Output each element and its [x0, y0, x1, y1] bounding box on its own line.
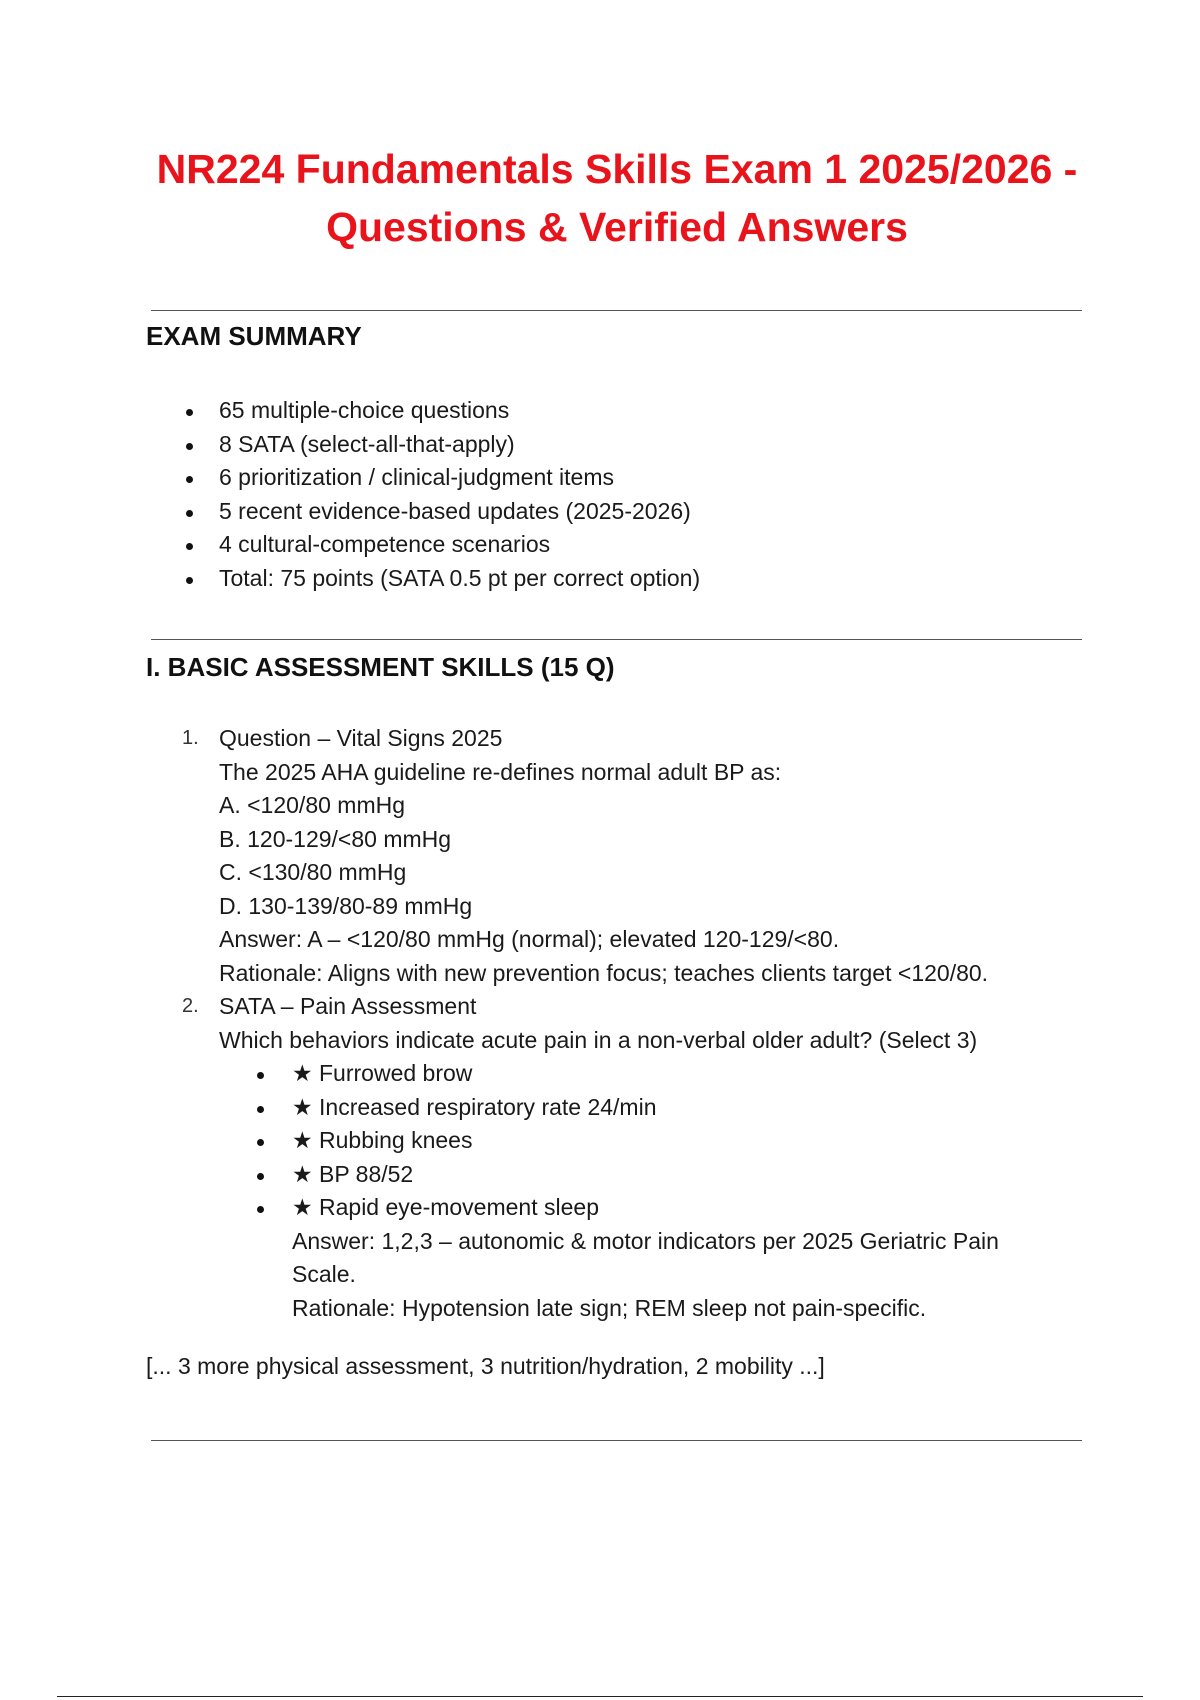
- summary-item-text: 65 multiple-choice questions: [219, 397, 510, 423]
- summary-item: [146, 495, 700, 529]
- bullet-icon: [186, 443, 193, 450]
- answer-option: D. 130-139/80-89 mmHg: [219, 892, 473, 919]
- summary-item: [146, 528, 700, 562]
- divider: [151, 639, 1082, 640]
- question-list: [146, 722, 1146, 1325]
- bullet-icon: [257, 1072, 264, 1079]
- question-title: SATA – Pain Assessment: [219, 993, 477, 1019]
- summary-item-text: 8 SATA (select-all-that-apply): [219, 430, 515, 457]
- summary-item: [146, 562, 700, 596]
- sata-option: [219, 1191, 1146, 1225]
- answer-text: Answer: 1,2,3 – autonomic & motor indicators per 2025 Geriatric Pain Scale.: [292, 1227, 999, 1287]
- bullet-icon: [186, 476, 193, 483]
- bullet-icon: [186, 577, 193, 584]
- sata-option-text: ★ BP 88/52: [292, 1160, 414, 1187]
- answer-option: C. <130/80 mmHg: [219, 859, 407, 885]
- question-stem: The 2025 AHA guideline re-defines normal adult BP as:: [219, 758, 782, 785]
- answer-text: Answer: A – <120/80 mmHg (normal); elevated 120-129/<80.: [219, 926, 840, 952]
- summary-item: [146, 394, 700, 428]
- summary-item: [146, 461, 700, 495]
- page-title-line-2: Questions & Verified Answers: [326, 204, 908, 250]
- bullet-icon: [257, 1139, 264, 1146]
- sata-option-text: ★ Rubbing knees: [292, 1127, 473, 1153]
- bullet-icon: [257, 1173, 264, 1180]
- summary-item-text: Total: 75 points (SATA 0.5 pt per correct option): [219, 564, 701, 591]
- bullet-icon: [186, 409, 193, 416]
- bullet-icon: [257, 1106, 264, 1113]
- question-number: 2.: [182, 995, 199, 1017]
- question-2: [146, 990, 1146, 1325]
- question-title: Question – Vital Signs 2025: [219, 725, 503, 751]
- sata-option: [219, 1158, 1146, 1192]
- summary-item-text: 6 prioritization / clinical-judgment items: [219, 464, 614, 490]
- question-number: 1.: [182, 727, 199, 749]
- question-stem: Which behaviors indicate acute pain in a non-verbal older adult? (Select 3): [219, 1026, 978, 1053]
- sata-option-list: [219, 1057, 1146, 1225]
- summary-item-text: 4 cultural-competence scenarios: [219, 531, 551, 557]
- question-1: [146, 722, 1146, 990]
- bullet-icon: [186, 510, 193, 517]
- section-heading-basic-assessment: I. BASIC ASSESSMENT SKILLS (15 Q): [146, 652, 615, 682]
- sata-option: [219, 1091, 1146, 1125]
- bullet-icon: [257, 1206, 264, 1213]
- summary-heading: EXAM SUMMARY: [146, 321, 362, 351]
- summary-item: [146, 428, 700, 462]
- bullet-icon: [186, 543, 193, 550]
- more-questions-note: [... 3 more physical assessment, 3 nutrition/hydration, 2 mobility ...]: [146, 1353, 825, 1379]
- rationale-text: Rationale: Hypotension late sign; REM sleep not pain-specific.: [292, 1294, 927, 1321]
- page-title-line-1: NR224 Fundamentals Skills Exam 1 2025/2026 -: [156, 146, 1078, 192]
- answer-option: A. <120/80 mmHg: [219, 792, 406, 818]
- divider: [151, 1440, 1082, 1441]
- answer-option: B. 120-129/<80 mmHg: [219, 825, 452, 852]
- page-title: [0, 140, 1200, 256]
- sata-option: [219, 1124, 1146, 1158]
- rationale-text: Rationale: Aligns with new prevention focus; teaches clients target <120/80.: [219, 959, 989, 986]
- divider: [151, 310, 1082, 311]
- page-bottom-rule: [57, 1696, 1143, 1697]
- sata-option-text: ★ Increased respiratory rate 24/min: [292, 1093, 657, 1120]
- sata-option: [219, 1057, 1146, 1091]
- sata-option-text: ★ Furrowed brow: [292, 1060, 473, 1086]
- summary-list: [146, 394, 700, 595]
- sata-option-text: ★ Rapid eye-movement sleep: [292, 1194, 599, 1220]
- summary-item-text: 5 recent evidence-based updates (2025-2026): [219, 497, 691, 524]
